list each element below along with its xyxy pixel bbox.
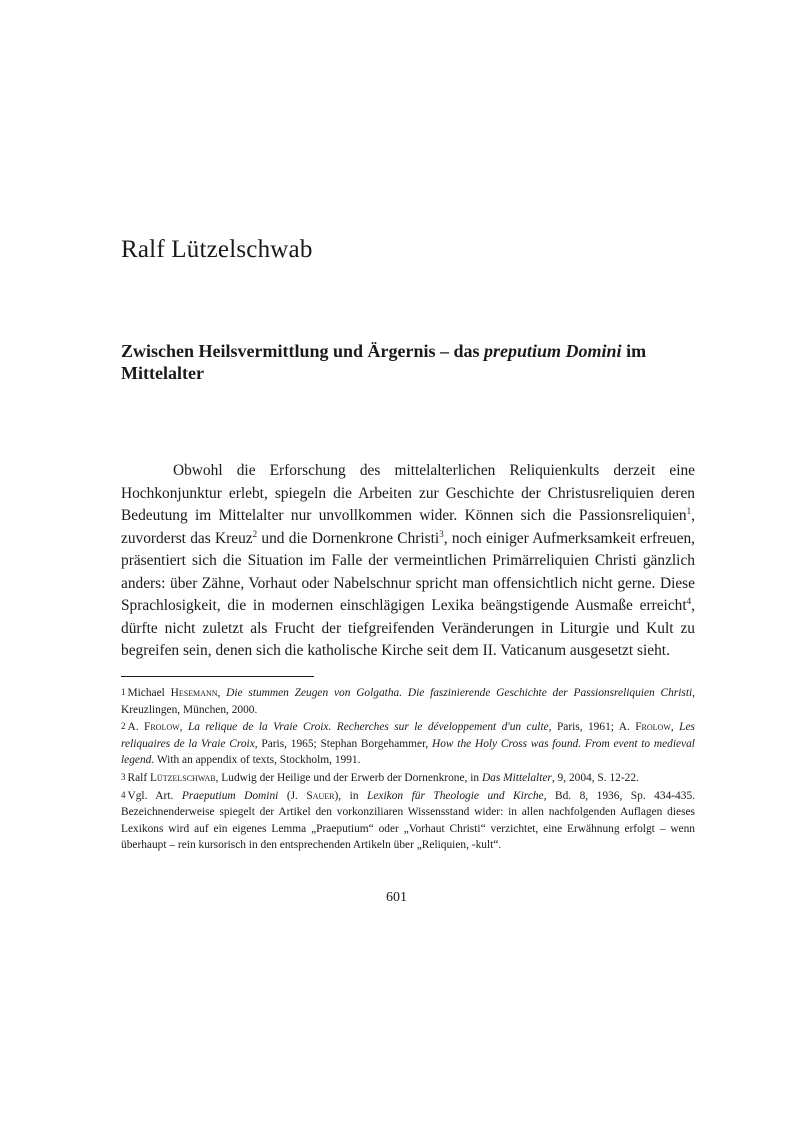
footnote-text: , Paris, 1961; A.: [548, 721, 636, 734]
footnote-work-title: Die stummen Zeugen von Golgatha. Die faszinierende Geschichte der Passionsreliquien Christi: [226, 687, 693, 699]
footnote-text: , Bd. 8, 1936, Sp. 434-435. Bezeichnenderweise spiegelt der Artikel den vorkonziliaren Wissensstand wider: in allen nachfolgenden Auflagen dieses Lexikons wird auf ein eigenes Lemma „Praeputium“ oder „Vorhaut Christi“ verzichtet, eine Erwähnung erfolgt – wenn überhaupt – rein kursorisch in den entsprechenden Artikeln über „Reliquien, -kult“.: [121, 789, 695, 852]
footnote-work-title: Praeputium Domini: [181, 789, 279, 802]
footnote-work-title: Les reliquaires de la Vraie Croix: [121, 721, 695, 750]
footnote-text: Vgl. Art.: [127, 789, 182, 802]
footnote-number: 4: [121, 789, 126, 800]
footnote-work-title: Das Mittelalter: [481, 771, 552, 784]
footnote-number: 1: [121, 687, 126, 697]
footnote-author: Hesemann: [170, 687, 218, 699]
footnote-author: Frolow: [635, 721, 671, 734]
footnote-work-title: How the Holy Cross was found. From event to medieval legend: [121, 737, 695, 767]
footnote-text: Michael: [127, 687, 171, 699]
footnote-text: ,: [217, 687, 227, 699]
title-part-1: Zwischen Heilsvermittlung und Ärgernis – das: [121, 341, 485, 361]
footnote-text: ), in: [334, 789, 368, 802]
footnotes: [121, 684, 695, 854]
footnote-2: [121, 718, 695, 769]
footnote-text: , 9, 2004, S. 12-22.: [551, 771, 639, 784]
page-number: 601: [386, 890, 407, 905]
footnote-author: Frolow: [144, 721, 180, 734]
footnote-ref-4[interactable]: 4: [686, 595, 692, 606]
body-text-1: Obwohl die Erforschung des mittelalterlichen Reliquienkults derzeit eine Hochkonjunktur erlebt, spiegeln die Arbeiten zur Geschichte der Christusreliquien deren Bedeutung im Mittelalter nur unvollkommen wider. Können sich die Passionsreliquien: [121, 462, 695, 524]
footnote-ref-2[interactable]: 2: [252, 528, 258, 539]
footnote-ref-3[interactable]: 3: [439, 528, 444, 539]
footnote-work-title: Lexikon für Theologie und Kirche: [367, 789, 544, 802]
footnote-number: 3: [121, 771, 126, 782]
footnote-divider: [121, 676, 314, 677]
article-title: [121, 340, 701, 384]
footnote-text: ,: [670, 721, 680, 734]
footnote-text: , Ludwig der Heilige und der Erwerb der Dornenkrone, in: [215, 771, 482, 784]
footnote-4: [121, 787, 695, 854]
body-text-5: , dürfte nicht zuletzt als Frucht der tiefgreifenden Veränderungen in Liturgie und Kult zu begreifen sein, denen sich die katholische Kirche seit dem: [121, 597, 695, 659]
body-text-4: , noch einiger Aufmerksamkeit erfreuen, präsentiert sich die Situation im Falle der vermeintlichen Primärreliquien Christi gänzlich anders: über Zähne, Vorhaut oder Nabelschnur spricht man offensichtlich nicht gerne. Diese Sprachlosigkeit, die in modernen einschlägigen Lexika beängstigende Ausmaße erreicht: [121, 529, 695, 614]
body-text-6: . Vaticanum ausgesetzt sieht.: [492, 642, 670, 659]
author-name: Ralf Lützelschwab: [121, 236, 313, 263]
footnote-text: (J.: [278, 789, 307, 802]
footnote-text: A.: [127, 721, 144, 734]
footnote-3: [121, 769, 695, 787]
footnote-text: , Kreuzlingen, München, 2000.: [121, 687, 696, 716]
footnote-author: Sauer: [306, 789, 335, 802]
title-italic: preputium Domini: [484, 341, 622, 361]
body-text-2: , zuvorderst das Kreuz: [121, 507, 695, 547]
body-paragraph: [121, 460, 695, 663]
footnote-author: Lützelschwab: [149, 771, 216, 784]
footnote-number: 2: [121, 721, 126, 732]
body-text-3: und die Dornenkrone Christi: [257, 529, 440, 547]
footnote-text: ,: [179, 721, 188, 734]
footnote-text: . With an appendix of texts, Stockholm, 1991.: [151, 754, 361, 767]
footnote-ref-1[interactable]: 1: [686, 505, 692, 516]
footnote-text: Ralf: [127, 771, 150, 784]
footnote-work-title: La relique de la Vraie Croix. Recherches sur le développement d'un culte: [187, 721, 549, 734]
footnote-1: [121, 684, 695, 718]
body-roman-numeral: II: [482, 642, 493, 659]
title-part-2: im Mittelalter: [121, 341, 647, 383]
footnote-text: , Paris, 1965; Stephan Borgehammer,: [254, 737, 433, 750]
